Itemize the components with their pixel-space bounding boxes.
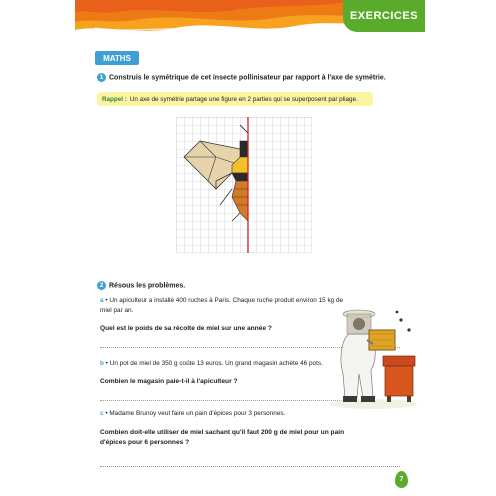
problem-letter: a xyxy=(100,297,104,304)
problem-c-text: Madame Brunoy veut faire un pain d'épices pour 3 personnes. xyxy=(109,410,286,417)
exercise-1-text: Construis le symétrique de cet insecte pollinisateur par rapport à l'axe de symétrie. xyxy=(109,74,386,82)
worksheet-page xyxy=(75,0,425,496)
subject-tag: MATHS xyxy=(95,51,139,65)
header-banner xyxy=(75,0,425,40)
exercise-number-badge: 1 xyxy=(97,73,106,82)
problem-letter: b xyxy=(100,360,104,367)
exercise-2-text: Résous les problèmes. xyxy=(109,282,186,290)
exercise-1-instruction xyxy=(97,73,386,82)
page-number-badge: 7 xyxy=(395,471,408,488)
problem-c-question: Combien doit-elle utiliser de miel sachant qu'il faut 200 g de miel pour un pain d'épices pour 6 personnes ? xyxy=(100,429,345,446)
problem-b-text: Un pot de miel de 350 g coûte 13 euros. Un grand magasin achète 46 pots. xyxy=(109,360,323,367)
problem-a-statement: a • Un apiculteur a installé 400 ruches à Paris. Chaque ruche produit environ 15 kg de miel par an. xyxy=(100,297,344,314)
problem-a-text: Un apiculteur a installé 400 ruches à Paris. Chaque ruche produit environ 15 kg de miel par an. xyxy=(100,297,344,314)
problem-letter: c xyxy=(100,410,104,417)
rappel-box xyxy=(97,92,373,106)
rappel-label: Rappel : xyxy=(102,95,127,103)
problem-b-question: Combien le magasin paie-t-il à l'apiculteur ? xyxy=(100,378,238,385)
section-tab: EXERCICES xyxy=(343,0,425,32)
rappel-text: Un axe de symétrie partage une figure en 2 parties qui se superposent par pliage. xyxy=(129,95,358,103)
exercise-2-instruction xyxy=(97,281,185,290)
answer-line-c[interactable] xyxy=(100,466,400,467)
exercise-number-badge: 2 xyxy=(97,281,106,290)
insect-head xyxy=(240,141,248,157)
problem-b-statement: b • Un pot de miel de 350 g coûte 13 euros. Un grand magasin achète 46 pots. xyxy=(100,360,323,367)
beekeeper-illustration xyxy=(327,300,419,410)
symmetry-grid[interactable] xyxy=(176,117,312,253)
grid-with-insect xyxy=(176,117,312,253)
problem-a-question: Quel est le poids de sa récolte de miel sur une année ? xyxy=(100,325,272,332)
problem-c-statement: c • Madame Brunoy veut faire un pain d'épices pour 3 personnes. xyxy=(100,410,286,417)
